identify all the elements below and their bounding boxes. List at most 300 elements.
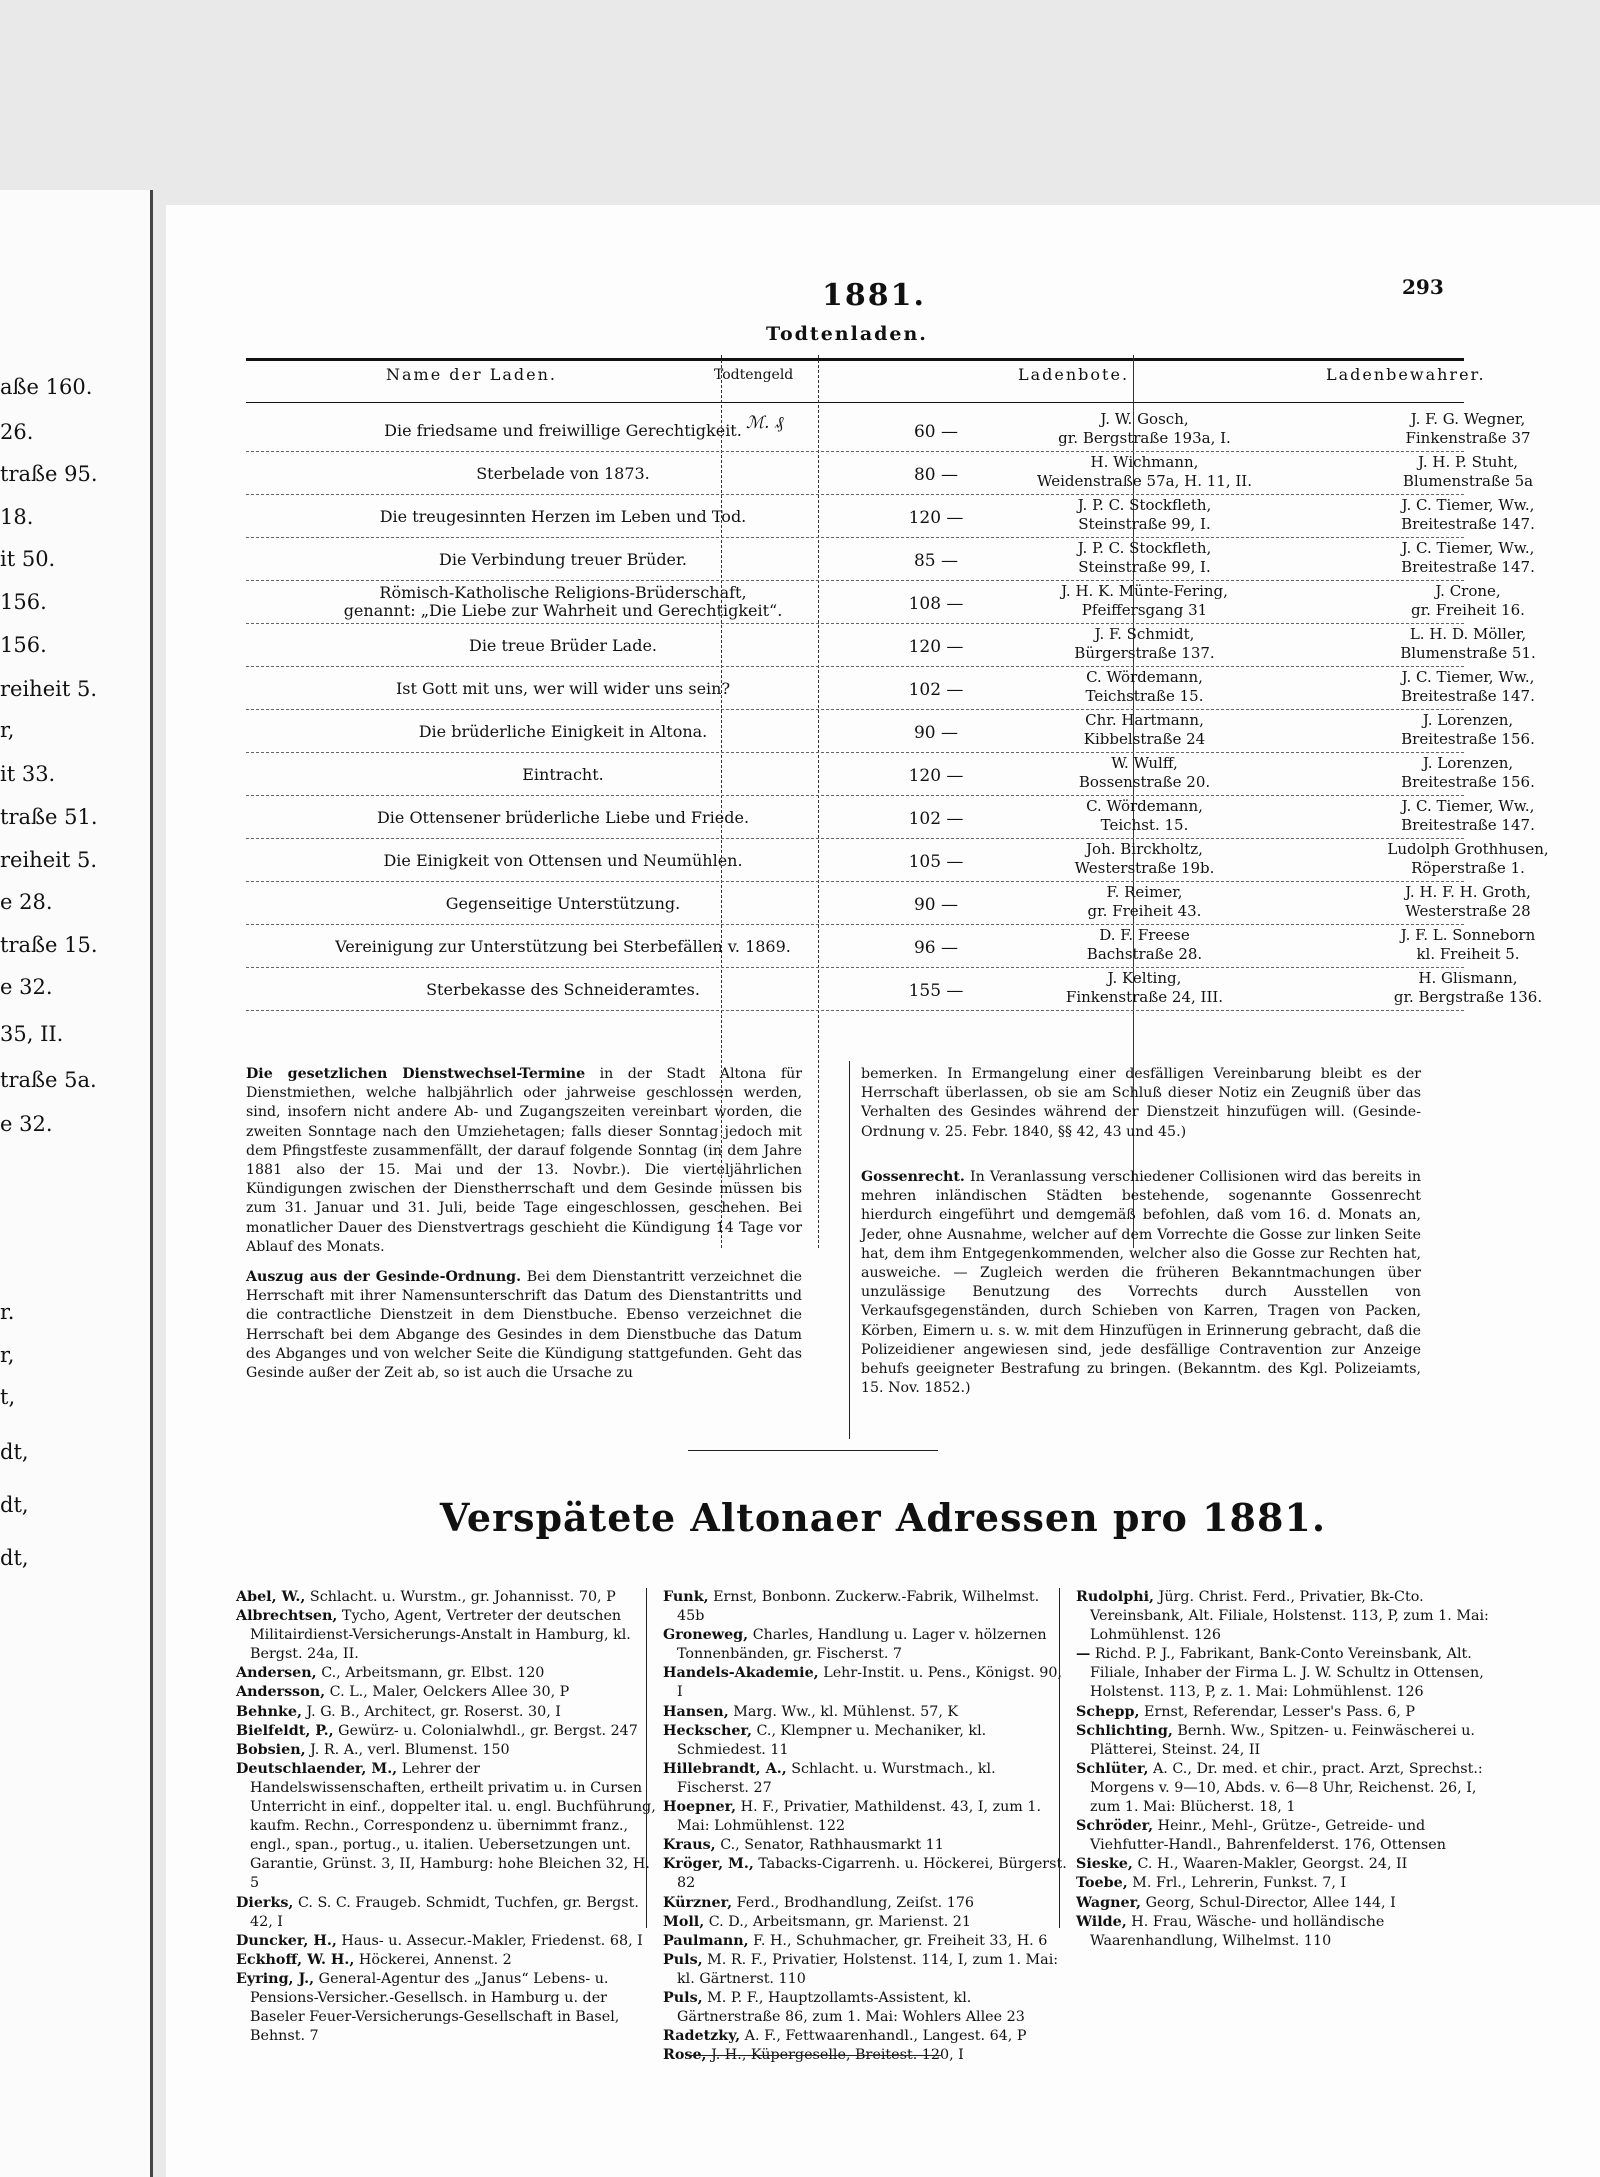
ladenbewahrer-line: J. Lorenzen, (1422, 711, 1514, 729)
address-entry (663, 1798, 1068, 1836)
address-entry (1076, 1588, 1496, 1645)
facing-page-fragment: dt, (0, 1440, 29, 1464)
address-name: Andersen, (236, 1665, 317, 1682)
addresses-divider (1059, 1588, 1060, 1928)
notice-gesinde (246, 1268, 802, 1383)
todtengeld: 90 — (913, 895, 959, 915)
lade-name-line: Die treugesinnten Herzen im Leben und Tod. (379, 507, 747, 526)
ladenbewahrer-line: H. Glismann, (1418, 969, 1518, 987)
address-details: Marg. Ww., kl. Mühlenst. 57, K (733, 1703, 959, 1720)
ladenbote-line: W. Wulff, (1111, 754, 1178, 772)
address-entry (663, 1760, 1068, 1798)
ladenbote-line: H. Wichmann, (1090, 453, 1199, 471)
table-row (246, 537, 1535, 581)
facing-page-fragment: t, (0, 1385, 16, 1409)
ladenbewahrer (1303, 926, 1600, 964)
table-row (246, 838, 1549, 882)
ladenbote-line: Bossenstraße 20. (1078, 773, 1211, 791)
ladenbote-line: C. Wördemann, (1086, 668, 1203, 686)
lade-name (246, 809, 880, 827)
lade-name-line: Die friedsame und freiwillige Gerechtigkeit. (384, 421, 742, 440)
ladenbote-line: C. Wördemann, (1086, 797, 1203, 815)
address-details: C. L., Maler, Oelckers Allee 30, P (329, 1684, 570, 1701)
address-name: Radetzky, (663, 2028, 741, 2045)
ladenbewahrer (1303, 711, 1600, 749)
address-name: Schlüter, (1076, 1760, 1149, 1777)
ladenbewahrer (1303, 539, 1600, 577)
ladenbote-line: Joh. Birckholtz, (1086, 840, 1203, 858)
address-name: Puls, (663, 1989, 703, 2006)
lade-name (246, 981, 880, 999)
address-entry (1076, 1817, 1496, 1855)
todtengeld: 80 — (913, 465, 959, 485)
address-entry (236, 1760, 656, 1894)
facing-page-fragment: 35, II. (0, 1022, 64, 1046)
address-details: Lehr-Instit. u. Pens., Königst. 90, I (677, 1665, 1063, 1701)
address-name: Wagner, (1076, 1894, 1142, 1911)
address-entry (663, 1913, 1068, 1932)
ladenbote-line: Westerstraße 19b. (1074, 859, 1215, 877)
address-entry (663, 1626, 1068, 1664)
address-entry (236, 1932, 656, 1951)
address-name: Hansen, (663, 1703, 729, 1720)
notice-continued: bemerken. In Ermangelung einer desfälligen Vereinbarung bleibt es der Herrschaft überlassen, ob sie am Schluß dieser Notiz ein Zeugniß über das Verhalten des Gesindes während der Dienstzeit hinzufügen will. (Gesinde-Ordnung v. 25. Febr. 1840, §§ 42, 43 und 45.) (861, 1066, 1421, 1140)
ladenbote-line: Steinstraße 99, I. (1078, 515, 1211, 533)
ladenbote (986, 625, 1303, 663)
page-293 (166, 205, 1600, 2177)
address-entry (236, 1951, 656, 1970)
lade-name-line: genannt: „Die Liebe zur Wahrheit und Gerechtigkeit“. (343, 601, 783, 620)
address-name: Eckhoff, W. H., (236, 1951, 355, 1968)
notice-dienstwechsel-title: Die gesetzlichen Dienstwechsel-Termine (246, 1066, 586, 1082)
address-details: Höckerei, Annenst. 2 (358, 1951, 512, 1968)
facing-page-fragment: dt, (0, 1546, 29, 1570)
ladenbote-line: J. H. K. Münte-Fering, (1061, 582, 1228, 600)
lade-name (246, 766, 880, 784)
lade-name (246, 422, 880, 440)
address-entry (1076, 1703, 1496, 1722)
address-name: Groneweg, (663, 1627, 749, 1644)
address-details: C. H., Waaren-Makler, Georgst. 24, II (1137, 1856, 1408, 1873)
ladenbewahrer-line: J. H. F. H. Groth, (1405, 883, 1531, 901)
lade-name-line: Römisch-Katholische Religions-Brüderschaft, (379, 583, 747, 602)
lade-name-line: Ist Gott mit uns, wer will wider uns sein? (395, 679, 731, 698)
todtengeld: 85 — (913, 551, 959, 571)
address-entry (663, 1989, 1068, 2027)
ladenbewahrer-line: J. C. Tiemer, Ww., (1401, 539, 1535, 557)
address-details: Ernst, Referendar, Lesser's Pass. 6, P (1144, 1703, 1416, 1720)
ladenbewahrer-line: Breitestraße 147. (1401, 687, 1535, 705)
ladenbewahrer-line: Breitestraße 147. (1401, 515, 1535, 533)
table-row (246, 881, 1531, 925)
ladenbote (986, 797, 1303, 835)
ladenbote-line: J. P. C. Stockfleth, (1077, 539, 1212, 557)
todtengeld: 120 — (908, 508, 964, 528)
address-details: General-Agentur des „Janus“ Lebens- u. Pensions-Versicher.-Gesellsch. in Hamburg u. der Baseler Feuer-Versicherungs-Gesellschaft in Basel, Behnst. 7 (250, 1970, 620, 2045)
address-details: M. P. F., Hauptzollamts-Assistent, kl. Gärtnerstraße 86, zum 1. Mai: Wohlers Allee 23 (677, 1989, 1025, 2026)
address-entry (663, 2027, 1068, 2046)
ladenbote-line: D. F. Freese (1099, 926, 1190, 944)
ladenbote-line: Kibbelstraße 24 (1083, 730, 1206, 748)
address-details: C. D., Arbeitsmann, gr. Marienst. 21 (708, 1913, 971, 1930)
facing-page-fragment: e 32. (0, 1112, 53, 1136)
address-entry (1076, 1722, 1496, 1760)
notice-gossenrecht-body: In Veranlassung verschiedener Collisionen wird das bereits in mehren inländischen Städten bestehende, sogenannte Gossenrecht hierdurch eingeführt und demgemäß befohlen, daß vom 16. d. Monats an, Jeder, ohne Ausnahme, welcher auf dem Vorrechte die Gosse zur linken Seite hat, dem ihm Entgegenkommenden, welcher also die Gosse zur Rechten hat, ausweiche. — Zugleich werden die früheren Bekanntmachungen über unzulässige Benutzung des Vorrechts durch Ausstellen von Verkaufsgegenständen, durch Schieben von Karren, Tragen von Packen, Körben, Eimern u. s. w. mit dem Hinzufügen in Erinnerung gebracht, daß die Polizeidiener angewiesen sind, jede desfällige Contravention zur Anzeige behufs geeigneter Bestrafung zu bringen. (Bekanntm. des Kgl. Polizeiamts, 15. Nov. 1852.) (861, 1169, 1421, 1397)
address-name: Deutschlaender, M., (236, 1760, 398, 1777)
address-name: Kürzner, (663, 1894, 733, 1911)
divider (686, 2055, 941, 2056)
address-name: Albrechtsen, (236, 1608, 338, 1625)
ladenbote-line: Chr. Hartmann, (1085, 711, 1204, 729)
address-entry (1076, 1913, 1496, 1951)
facing-page-fragment: r, (0, 718, 15, 742)
lade-name (246, 680, 880, 698)
col-head-geld: Todtengeld (714, 367, 794, 383)
lade-name (246, 584, 880, 620)
ladenbewahrer (1303, 496, 1600, 534)
todtengeld: 102 — (908, 809, 964, 829)
facing-page-fragment: traße 51. (0, 805, 98, 829)
facing-page-fragment: e 28. (0, 890, 53, 914)
facing-page-fragment: r, (0, 1343, 15, 1367)
lade-name (246, 895, 880, 913)
address-name: Schepp, (1076, 1703, 1140, 1720)
address-details: C. S. C. Fraugeb. Schmidt, Tuchfen, gr. Bergst. 42, I (250, 1894, 639, 1930)
ladenbewahrer-line: Breitestraße 147. (1401, 558, 1535, 576)
ladenbote-line: F. Reimer, (1106, 883, 1183, 901)
lade-name (246, 852, 880, 870)
address-name: Behnke, (236, 1703, 302, 1720)
todtengeld: 96 — (913, 938, 959, 958)
address-details: C., Senator, Rathhausmarkt 11 (720, 1837, 944, 1854)
address-details: H. Frau, Wäsche- und holländische Waarenhandlung, Wilhelmst. 110 (1090, 1913, 1385, 1949)
lade-name-line: Die Ottensener brüderliche Liebe und Friede. (376, 808, 750, 827)
address-entry (663, 1703, 1068, 1722)
address-name: Andersson, (236, 1684, 326, 1701)
lade-name-line: Sterbelade von 1873. (476, 464, 650, 483)
ladenbewahrer (1303, 883, 1600, 921)
ladenbewahrer-line: J. Lorenzen, (1422, 754, 1514, 772)
address-details: Haus- u. Assecur.-Makler, Friedenst. 68, I (341, 1932, 643, 1949)
ladenbote-line: Weidenstraße 57a, H. 11, II. (1037, 472, 1252, 490)
address-name: Hillebrandt, A., (663, 1760, 787, 1777)
ladenbote (986, 582, 1303, 620)
notice-dienstwechsel-body: in der Stadt Altona für Dienstmiethen, welche halbjährlich oder jahrweise geschlossen werden, sind, insofern nicht andere Ab- und Zugangszeiten vereinbart worden, die zweiten Sonntage nach den Umziehetagen; falls dieser Sonntag jedoch mit dem Pfingstfeste zusammenfällt, der darauf folgende Sonntag (in dem Jahre 1881 also der 15. Mai und der 13. Novbr.). Die vierteljährlichen Kündigungen zwischen der Dienstherrschaft und dem Gesinde müssen bis zum 31. Januar und 31. Juli, beide Tage eingeschlossen, geschehen. Bei monatlicher Dauer des Dienstvertrags geschieht die Kündigung 14 Tage vor Ablauf des Monats. (246, 1066, 802, 1255)
address-entry (236, 1970, 656, 2046)
ladenbewahrer-line: Blumenstraße 51. (1400, 644, 1536, 662)
address-details: Tycho, Agent, Vertreter der deutschen Militairdienst-Versicherungs-Anstalt in Hamburg, kl. Bergst. 24a, II. (250, 1608, 631, 1663)
ladenbewahrer-line: J. F. G. Wegner, (1410, 410, 1526, 428)
ladenbewahrer (1303, 582, 1600, 620)
address-details: F. H., Schuhmacher, gr. Freiheit 33, H. 6 (753, 1932, 1048, 1949)
address-details: Schlacht. u. Wurstm., gr. Johannisst. 70, P (309, 1589, 616, 1605)
address-entry (236, 1588, 656, 1607)
facing-page-fragment: reiheit 5. (0, 848, 98, 872)
table-row (246, 709, 1535, 753)
lade-name (246, 938, 880, 956)
ladenbote-line: J. W. Gosch, (1100, 410, 1189, 428)
address-details: Heinr., Mehl-, Grütze-, Getreide- und Viehfutter-Handl., Bahrenfelderst. 176, Ottensen (1090, 1818, 1446, 1854)
address-details: Georg, Schul-Director, Allee 144, I (1145, 1894, 1396, 1911)
ladenbote-line: Pfeiffersgang 31 (1081, 601, 1208, 619)
address-details: Tabacks-Cigarrenh. u. Höckerei, Bürgerst. 82 (677, 1856, 1067, 1892)
todtengeld: 120 — (908, 637, 964, 657)
facing-page-fragment: 18. (0, 505, 34, 529)
address-name: Eyring, J., (236, 1970, 315, 1987)
address-details: J. G. B., Architect, gr. Roserst. 30, I (306, 1703, 561, 1720)
ladenbote-line: J. Kelting, (1107, 969, 1182, 987)
table-row (246, 795, 1535, 839)
address-details: Richd. P. J., Fabrikant, Bank-Conto Vereinsbank, Alt. Filiale, Inhaber der Firma L. J. W. Schultz in Ottensen, Holstenst. 113, P, z. 1. Mai: Lohmühlenst. 126 (1090, 1646, 1484, 1701)
ladenbote-line: Bürgerstraße 137. (1074, 644, 1215, 662)
notice-divider (849, 1061, 850, 1439)
todtengeld: 155 — (908, 981, 964, 1001)
table-row (246, 580, 1525, 624)
address-entry (663, 1836, 1068, 1855)
address-entry (236, 1894, 656, 1932)
ladenbewahrer-line: J. C. Tiemer, Ww., (1401, 668, 1535, 686)
address-details: Bernh. Ww., Spitzen- u. Feinwäscherei u. Plätterei, Steinst. 24, II (1090, 1722, 1475, 1758)
address-entry (1076, 1894, 1496, 1913)
address-name: Rudolphi, (1076, 1589, 1155, 1605)
lade-name (246, 723, 880, 741)
table-row (246, 494, 1535, 538)
ladenbewahrer (1303, 840, 1600, 878)
ladenbewahrer-line: Breitestraße 156. (1401, 730, 1535, 748)
address-name: Wilde, (1076, 1913, 1127, 1930)
ladenbewahrer-line: Blumenstraße 5a (1402, 472, 1534, 490)
todtengeld: 120 — (908, 766, 964, 786)
table-head-rule (246, 402, 1464, 403)
facing-page-fragment: e 32. (0, 975, 53, 999)
address-name: Funk, (663, 1589, 709, 1605)
address-entry (663, 1951, 1068, 1989)
address-entry (236, 1703, 656, 1722)
address-details: M. R. F., Privatier, Holstenst. 114, I, zum 1. Mai: kl. Gärtnerst. 110 (677, 1951, 1059, 1987)
ladenbote (986, 754, 1303, 792)
facing-page-fragment: 156. (0, 633, 47, 657)
address-name: — (1076, 1646, 1091, 1663)
ladenbewahrer-line: J. F. L. Sonneborn (1400, 926, 1536, 944)
facing-page-fragment: traße 5a. (0, 1068, 97, 1092)
ladenbewahrer (1303, 410, 1600, 448)
address-name: Duncker, H., (236, 1932, 337, 1949)
ladenbote (986, 453, 1303, 491)
address-details: A. F., Fettwaarenhandl., Langest. 64, P (744, 2028, 1027, 2045)
address-name: Kröger, M., (663, 1856, 754, 1873)
lade-name (246, 637, 880, 655)
address-details: Charles, Handlung u. Lager v. hölzernen Tonnenbänden, gr. Fischerst. 7 (677, 1627, 1047, 1663)
address-entry (236, 1683, 656, 1702)
notice-gossenrecht-title: Gossenrecht. (861, 1169, 965, 1185)
address-name: Toebe, (1076, 1875, 1128, 1892)
addresses-title: Verspätete Altonaer Adressen pro 1881. (439, 1495, 1327, 1540)
address-details: Gewürz- u. Colonialwhdl., gr. Bergst. 247 (338, 1722, 638, 1739)
ladenbewahrer-line: kl. Freiheit 5. (1416, 945, 1520, 963)
ladenbote (986, 883, 1303, 921)
address-entry (1076, 1874, 1496, 1893)
ladenbewahrer (1303, 754, 1600, 792)
ladenbote (986, 969, 1303, 1007)
lade-name (246, 508, 880, 526)
table-row (246, 408, 1531, 452)
facing-page-fragment: 26. (0, 420, 34, 444)
table-row (246, 623, 1536, 667)
ladenbote (986, 410, 1303, 448)
address-entry (663, 1588, 1068, 1626)
ladenbote (986, 496, 1303, 534)
address-entry (1076, 1760, 1496, 1817)
col-head-bewahrer: Ladenbewahrer. (1326, 365, 1486, 384)
address-name: Paulmann, (663, 1932, 749, 1949)
facing-page-fragment: reiheit 5. (0, 677, 98, 701)
lade-name-line: Die treue Brüder Lade. (468, 636, 658, 655)
facing-page-fragment: it 50. (0, 547, 56, 571)
facing-page (0, 190, 153, 2177)
ladenbote-line: Finkenstraße 24, III. (1065, 988, 1224, 1006)
address-details: Jürg. Christ. Ferd., Privatier, Bk-Cto. Vereinsbank, Alt. Filiale, Holstenst. 113, P, zum 1. Mai: Lohmühlenst. 126 (1090, 1589, 1489, 1644)
addresses-divider (646, 1588, 647, 1928)
lade-name (246, 551, 880, 569)
address-name: Handels-Akademie, (663, 1665, 819, 1682)
ladenbewahrer-line: J. C. Tiemer, Ww., (1401, 797, 1535, 815)
ladenbewahrer-line: Finkenstraße 37 (1405, 429, 1531, 447)
address-name: Bielfeldt, P., (236, 1722, 334, 1739)
address-entry (236, 1722, 656, 1741)
address-entry (663, 1664, 1068, 1702)
facing-page-fragment: dt, (0, 1493, 29, 1517)
divider (688, 1450, 938, 1451)
address-details: H. F., Privatier, Mathildenst. 43, I, zum 1. Mai: Lohmühlenst. 122 (677, 1799, 1042, 1835)
lade-name-line: Vereinigung zur Unterstützung bei Sterbefällen v. 1869. (335, 937, 791, 956)
address-entry (236, 1607, 656, 1664)
todtengeld: 90 — (913, 723, 959, 743)
ladenbote (986, 926, 1303, 964)
table-row (246, 666, 1535, 710)
ladenbewahrer-line: gr. Bergstraße 136. (1393, 988, 1543, 1006)
ladenbewahrer (1303, 797, 1600, 835)
ladenbote (986, 840, 1303, 878)
page-number: 293 (1402, 275, 1444, 299)
ladenbewahrer (1303, 625, 1600, 663)
ladenbote-line: gr. Bergstraße 193a, I. (1058, 429, 1231, 447)
todtengeld: 105 — (908, 852, 964, 872)
ladenbewahrer (1303, 969, 1600, 1007)
address-name: Schröder, (1076, 1818, 1154, 1835)
address-name: Kraus, (663, 1837, 716, 1854)
col-head-name: Name der Laden. (386, 365, 557, 384)
address-name: Puls, (663, 1951, 703, 1968)
lade-name-line: Die Verbindung treuer Brüder. (439, 550, 687, 569)
address-details: M. Frl., Lehrerin, Funkst. 7, I (1132, 1875, 1347, 1892)
facing-page-fragment: it 33. (0, 762, 56, 786)
address-details: C., Klempner u. Mechaniker, kl. Schmiedest. 11 (677, 1722, 987, 1758)
address-name: Moll, (663, 1913, 705, 1930)
table-row (246, 752, 1535, 796)
address-entry (1076, 1645, 1496, 1702)
ladenbote (986, 711, 1303, 749)
address-details: C., Arbeitsmann, gr. Elbst. 120 (321, 1665, 545, 1682)
address-entry (663, 1932, 1068, 1951)
section-title: Todtenladen. (766, 323, 928, 345)
table-top-rule (246, 358, 1464, 361)
address-name: Bobsien, (236, 1741, 306, 1758)
notice-gossenrecht (861, 1168, 1421, 1398)
ladenbewahrer-line: gr. Freiheit 16. (1411, 601, 1525, 619)
page-year: 1881. (822, 278, 926, 313)
ladenbote-line: Teichstraße 15. (1085, 687, 1204, 705)
ladenbote-line: Steinstraße 99, I. (1078, 558, 1211, 576)
ladenbote-line: Teichst. 15. (1100, 816, 1189, 834)
address-name: Hoepner, (663, 1799, 737, 1816)
lade-name-line: Eintracht. (522, 765, 604, 784)
facing-page-fragment: 156. (0, 590, 47, 614)
address-details: Ernst, Bonbonn. Zuckerw.-Fabrik, Wilhelmst. 45b (677, 1589, 1040, 1625)
address-name: Sieske, (1076, 1856, 1133, 1873)
address-entry (663, 1855, 1068, 1893)
address-entry (236, 1741, 656, 1760)
ladenbote (986, 539, 1303, 577)
todtengeld: 108 — (908, 594, 964, 614)
address-details: Lehrer der Handelswissenschaften, ertheilt privatim u. in Cursen Unterricht in einf., doppelter ital. u. engl. Buchführung, kaufm. Rechn., Correspondenz u. übernimmt franz., engl., span., portug., u. italien. Uebersetzungen unt. Garantie, Grünst. 3, II, Hamburg: hohe Bleichen 32, H. 5 (250, 1760, 656, 1892)
facing-page-fragment: traße 95. (0, 462, 98, 486)
address-name: Rose, (663, 2047, 707, 2064)
address-entry (236, 1664, 656, 1683)
address-details: Schlacht. u. Wurstmach., kl. Fischerst. 27 (677, 1760, 996, 1796)
ladenbote-line: Bachstraße 28. (1086, 945, 1203, 963)
ladenbewahrer-line: Breitestraße 156. (1401, 773, 1535, 791)
addresses-col-3 (1076, 1588, 1496, 1951)
address-details: J. H., Küpergeselle, Breitest. 120, I (711, 2047, 964, 2064)
ladenbewahrer-line: Westerstraße 28 (1405, 902, 1531, 920)
address-details: Ferd., Brodhandlung, Zeiſst. 176 (736, 1894, 975, 1911)
lade-name-line: Die brüderliche Einigkeit in Altona. (418, 722, 708, 741)
facing-page-fragment: aße 160. (0, 375, 93, 399)
ladenbote-line: gr. Freiheit 43. (1087, 902, 1202, 920)
notice-gesinde-body: Bei dem Dienstantritt verzeichnet die Herrschaft mit ihrer Namensunterschrift das Datum des Dienstantritts und die contractliche Dienstzeit in dem Dienstbuche. Ebenso verzeichnet die Herrschaft bei dem Abgange des Gesindes in dem Dienstbuche das Datum des Abganges und von welcher Seite die Kündigung stattgefunden. Geht das Gesinde außer der Zeit ab, so ist auch die Ursache zu (246, 1269, 802, 1382)
facing-page-fragment: traße 15. (0, 933, 98, 957)
ladenbewahrer-line: L. H. D. Möller, (1409, 625, 1527, 643)
ladenbewahrer-line: Röperstraße 1. (1411, 859, 1525, 877)
todtengeld: 60 — (913, 422, 959, 442)
address-entry (1076, 1855, 1496, 1874)
table-row (246, 451, 1534, 495)
address-details: A. C., Dr. med. et chir., pract. Arzt, Sprechst.: Morgens v. 9—10, Abds. v. 6—8 Uhr, Reichenst. 26, I, zum 1. Mai: Blücherst. 18, 1 (1090, 1760, 1483, 1816)
currency-unit: ℳ. ₰ (746, 413, 784, 433)
address-entry (663, 1722, 1068, 1760)
notice-gesinde-title: Auszug aus der Gesinde-Ordnung. (246, 1269, 522, 1285)
table-row (246, 924, 1536, 968)
ladenbewahrer-line: J. C. Tiemer, Ww., (1401, 496, 1535, 514)
ladenbote-line: J. P. C. Stockfleth, (1077, 496, 1212, 514)
notice-dienstwechsel (246, 1065, 802, 1257)
addresses-col-1 (236, 1588, 656, 2046)
ladenbewahrer (1303, 453, 1600, 491)
address-details: J. R. A., verl. Blumenst. 150 (310, 1741, 510, 1758)
address-name: Heckscher, (663, 1722, 752, 1739)
ladenbewahrer (1303, 668, 1600, 706)
addresses-col-2 (663, 1588, 1068, 2065)
address-entry (663, 1894, 1068, 1913)
ladenbewahrer-line: J. H. P. Stuht, (1417, 453, 1518, 471)
address-name: Dierks, (236, 1894, 294, 1911)
ladenbewahrer-line: Ludolph Grothhusen, (1387, 840, 1549, 858)
address-name: Schlichting, (1076, 1722, 1173, 1739)
ladenbote (986, 668, 1303, 706)
lade-name (246, 465, 880, 483)
address-name: Abel, W., (236, 1589, 306, 1605)
ladenbewahrer-line: Breitestraße 147. (1401, 816, 1535, 834)
